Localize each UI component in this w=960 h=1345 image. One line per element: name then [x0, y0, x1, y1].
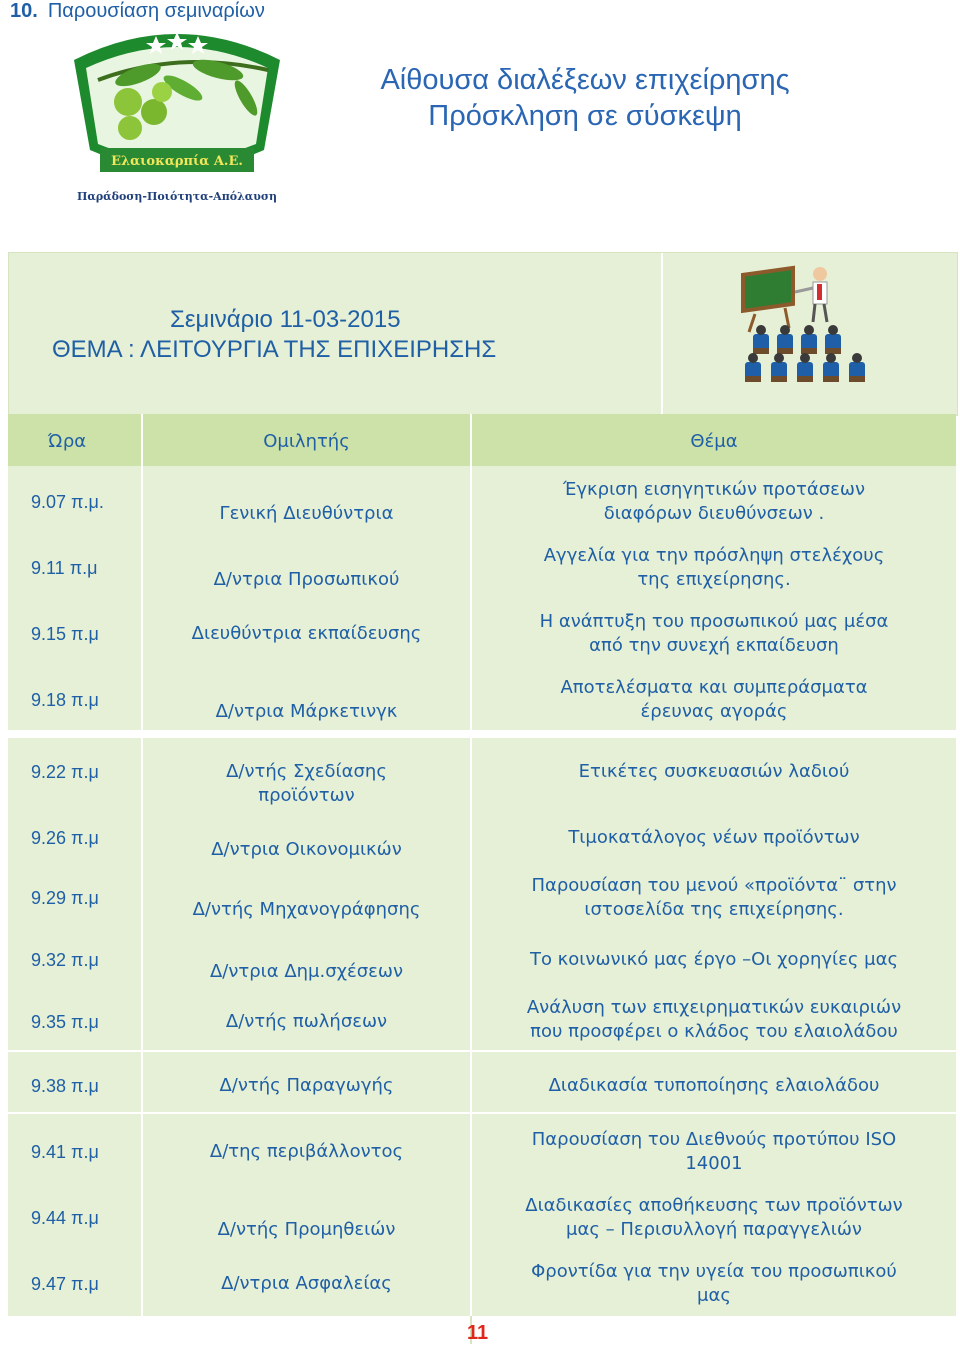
row-topic: Παρουσίαση του μενού «προϊόντα¨ στην ιστοσελίδα της επιχείρησης. — [531, 875, 897, 920]
row-topic: Παρουσίαση του Διεθνούς προτύπου ISO 14001 — [531, 1129, 897, 1174]
row-time: 9.11 π.μ — [31, 558, 98, 578]
hall-title-line1: Αίθουσα διαλέξεων επιχείρησης — [380, 64, 790, 96]
row-speaker: Δ/ντής Παραγωγής — [219, 1075, 394, 1096]
row-topic: Έγκριση εισηγητικών προτάσεων διαφόρων διευθύνσεων . — [562, 479, 866, 524]
classroom-icon — [735, 262, 885, 410]
page-number: 11 — [467, 1322, 489, 1344]
row-time: 9.44 π.μ — [31, 1208, 99, 1228]
olive-logo-icon — [68, 20, 286, 210]
row-speaker: Δ/ντρια Ασφαλείας — [221, 1273, 392, 1294]
header-time: Ώρα — [48, 431, 87, 452]
row-time: 9.38 π.μ — [31, 1076, 99, 1096]
row-topic: Η ανάπτυξη του προσωπικού μας μέσα από την συνεχή εκπαίδευση — [539, 611, 889, 656]
row-time: 9.35 π.μ — [31, 1012, 99, 1032]
row-topic: Διαδικασίες αποθήκευσης των προϊόντων μας – Περισυλλογή παραγγελιών — [525, 1195, 903, 1240]
row-time: 9.07 π.μ. — [31, 492, 104, 512]
row-time: 9.26 π.μ — [31, 828, 99, 848]
seminar-theme: ΘΕΜΑ : ΛΕΙΤΟΥΡΓΙΑ ΤΗΣ ΕΠΙΧΕΙΡΗΣΗΣ — [52, 336, 497, 363]
row-time: 9.15 π.μ — [31, 624, 99, 644]
hall-title-line2: Πρόσκληση σε σύσκεψη — [428, 100, 742, 132]
row-speaker: Δ/ντής Σχεδίασης προϊόντων — [226, 761, 387, 806]
row-speaker: Δ/ντής πωλήσεων — [225, 1011, 388, 1032]
row-speaker: Δ/ντρια Μάρκετινγκ — [215, 701, 398, 722]
section-number: 10. — [10, 0, 38, 22]
table-header-row — [8, 414, 956, 466]
row-topic: Φροντίδα για την υγεία του προσωπικού μας — [531, 1261, 897, 1306]
row-speaker: Διευθύντρια εκπαίδευσης — [191, 623, 422, 644]
row-topic: Αποτελέσματα και συμπεράσματα έρευνας αγοράς — [560, 677, 868, 722]
seminar-title — [52, 305, 496, 365]
row-time: 9.29 π.μ — [31, 888, 99, 908]
row-time: 9.22 π.μ — [31, 762, 99, 782]
row-time: 9.32 π.μ — [31, 950, 99, 970]
section-title: Παρουσίαση σεμιναρίων — [47, 0, 265, 22]
header-topic: Θέμα — [690, 431, 738, 452]
row-time: 9.47 π.μ — [31, 1274, 99, 1294]
row-speaker: Δ/ντρια Δημ.σχέσεων — [209, 961, 404, 982]
row-speaker: Δ/ντρια Προσωπικού — [213, 569, 400, 590]
row-speaker: Δ/ντής Προμηθειών — [217, 1219, 396, 1240]
header-speaker: Ομιλητής — [263, 431, 350, 452]
seminar-date: Σεμινάριο 11-03-2015 — [170, 306, 401, 333]
company-logo — [68, 20, 286, 210]
row-time: 9.18 π.μ — [31, 690, 99, 710]
row-topic: Αγγελία για την πρόσληψη στελέχους της επιχείρησης. — [543, 545, 885, 590]
row-topic: Διαδικασία τυποποίησης ελαιολάδου — [548, 1075, 880, 1096]
row-topic: Τιμοκατάλογος νέων προϊόντων — [568, 827, 860, 848]
classroom-illustration — [735, 262, 885, 410]
svg-text:Παράδοση-Ποιότητα-Απόλαυση: Παράδοση-Ποιότητα-Απόλαυση — [76, 190, 278, 203]
row-speaker: Δ/ντής Μηχανογράφησης — [192, 899, 421, 920]
row-topic: Το κοινωνικό μας έργο –Οι χορηγίες μας — [529, 949, 899, 970]
row-topic: Ανάλυση των επιχειρηματικών ευκαιριών που προσφέρει ο κλάδος του ελαιολάδου — [526, 997, 902, 1042]
row-topic: Ετικέτες συσκευασιών λαδιού — [578, 761, 850, 782]
hall-title — [300, 62, 870, 134]
row-speaker: Δ/της περιβάλλοντος — [209, 1141, 404, 1162]
row-speaker: Γενική Διευθύντρια — [219, 503, 394, 524]
svg-text:Ελαιοκαρπία Α.Ε.: Ελαιοκαρπία Α.Ε. — [111, 154, 243, 169]
row-time: 9.41 π.μ — [31, 1142, 99, 1162]
row-speaker: Δ/ντρια Οικονομικών — [211, 839, 402, 860]
